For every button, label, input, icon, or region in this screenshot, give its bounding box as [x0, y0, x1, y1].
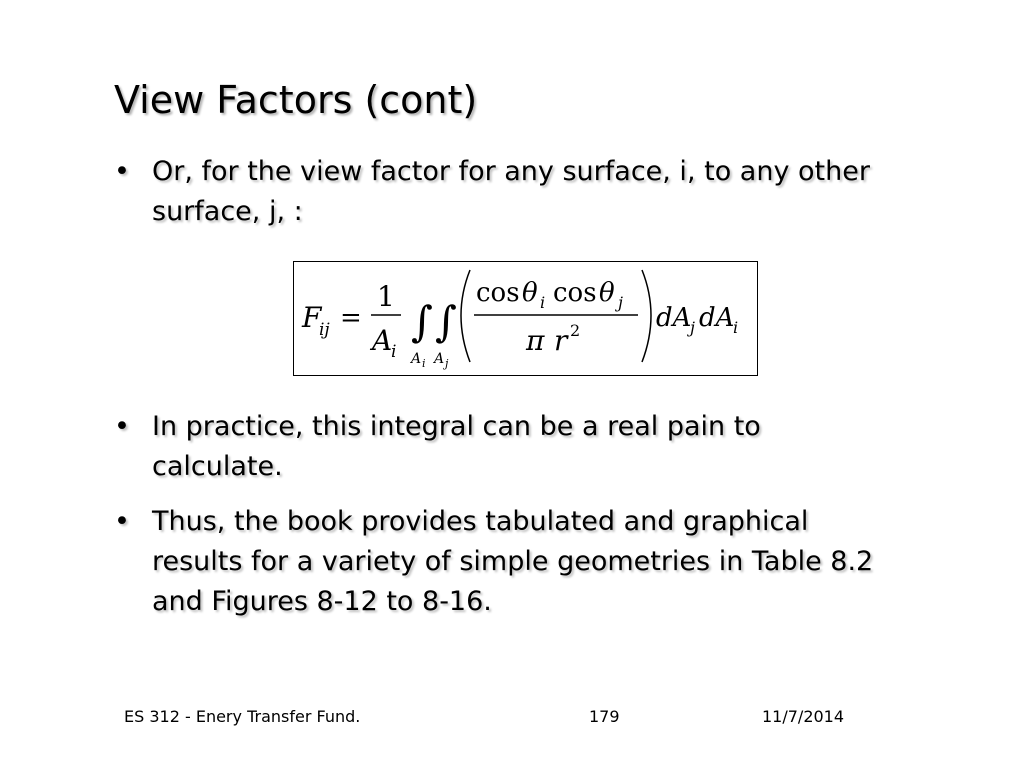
equation-cos-2: cos [553, 278, 597, 308]
bullet-text-line: results for a variety of simple geometries in Table 8.2 [152, 546, 874, 577]
footer-date: 11/7/2014 [762, 707, 845, 726]
equation-theta-2-subscript: j [618, 293, 623, 312]
equation-graphic [294, 262, 759, 377]
bullet-text-line: surface, j, : [152, 196, 303, 227]
equation-cos-1: cos [476, 278, 520, 308]
bullet-text-line: calculate. [152, 451, 283, 482]
bullet-text-line: and Figures 8-12 to 8-16. [152, 586, 492, 617]
footer-page-number: 179 [589, 707, 620, 726]
equation-r-exponent: 2 [570, 321, 581, 340]
equation-theta-1: θ [522, 278, 538, 308]
bullet-marker: • [114, 506, 130, 537]
integral-sign-2: ∫ [435, 297, 457, 346]
bullet-text-line: In practice, this integral can be a real pain to [152, 411, 761, 442]
equation-dA-j: dA [656, 303, 692, 333]
integral-limit-A: A [411, 351, 422, 367]
equation-dA-j-subscript: j [690, 318, 695, 337]
equation-theta-1-subscript: i [540, 293, 546, 312]
equation-dA-i: dA [699, 303, 735, 333]
bullet-text-line: Thus, the book provides tabulated and graphical [152, 506, 809, 537]
bullet-marker: • [114, 411, 130, 442]
equation-dA-i-subscript: i [733, 318, 739, 337]
footer-course-name: ES 312 - Enery Transfer Fund. [124, 707, 361, 726]
left-parenthesis [461, 270, 470, 362]
equation-subscript-ij: ij [319, 320, 330, 340]
equation-theta-2: θ [599, 278, 615, 308]
equation-denominator-A: A [372, 324, 393, 357]
integral-limit-subscript-j: j [445, 357, 449, 370]
equation-symbol-F: F [302, 301, 322, 334]
equation-r: r [554, 324, 568, 357]
slide-title: View Factors (cont) [114, 78, 478, 122]
bullet-text-line: Or, for the view factor for any surface, i, to any other [152, 156, 870, 187]
right-parenthesis [642, 270, 651, 362]
integral-limit-A: A [434, 351, 445, 367]
equation-pi: π [526, 324, 545, 357]
bullet-marker: • [114, 156, 130, 187]
view-factor-equation [293, 261, 758, 376]
equation-numerator-one: 1 [377, 280, 395, 313]
equation-denominator-A-subscript: i [391, 342, 397, 362]
integral-limit-subscript-i: i [422, 357, 426, 370]
integral-sign-1: ∫ [411, 297, 433, 346]
equation-equals-sign: = [340, 303, 362, 333]
